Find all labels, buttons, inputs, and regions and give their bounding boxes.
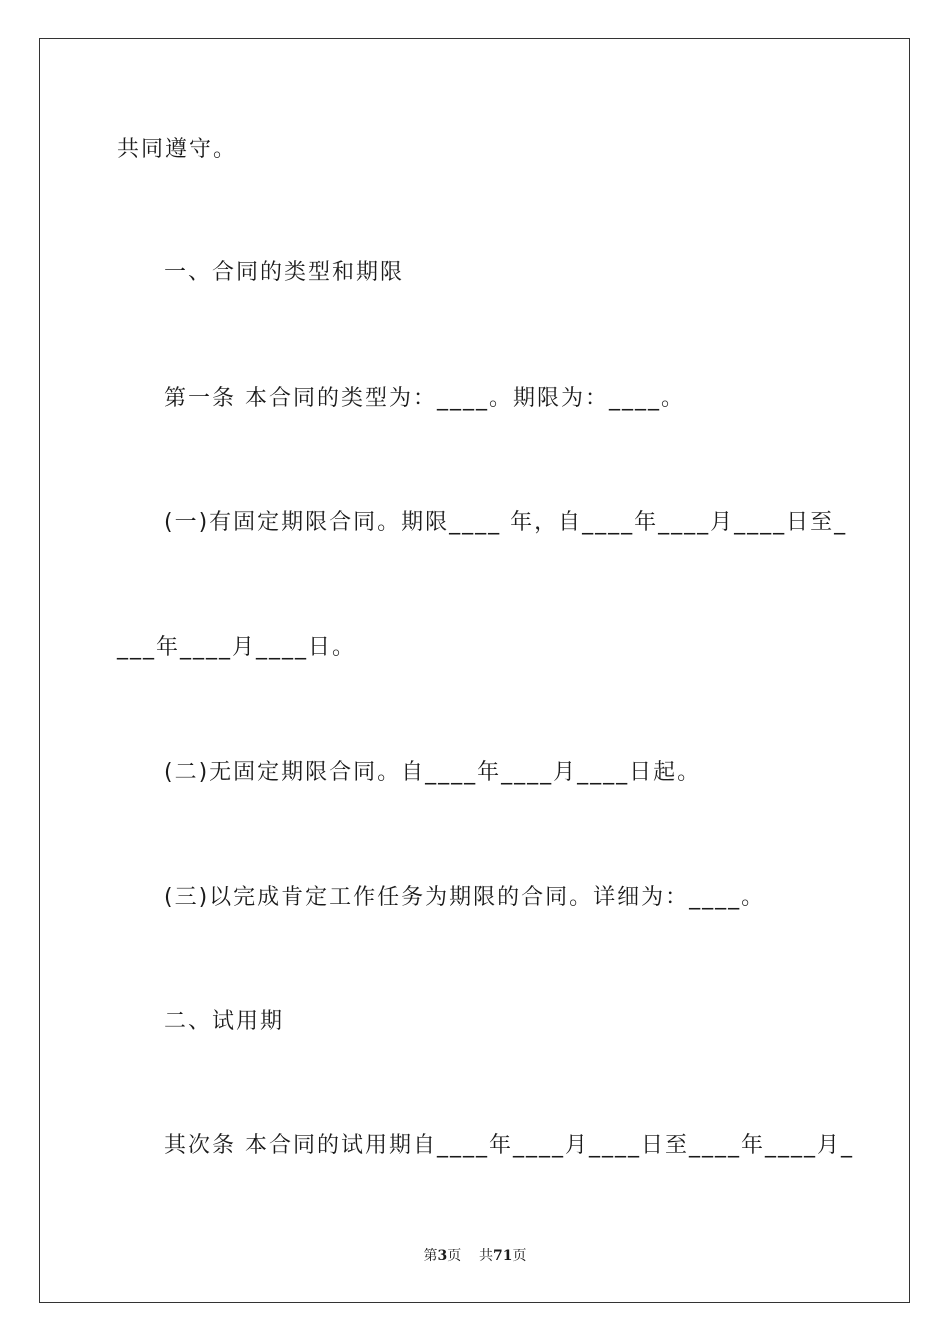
footer-page-suffix: 页 (447, 1248, 462, 1264)
section-heading-2: 二、试用期 (164, 1009, 285, 1034)
page-footer (0, 1246, 950, 1266)
footer-total-prefix: 共 (479, 1248, 494, 1264)
footer-total-suffix: 页 (512, 1248, 527, 1264)
section-heading-1: 一、合同的类型和期限 (164, 260, 405, 285)
page-border (39, 38, 910, 1303)
article-1: 第一条 本合同的类型为：____。期限为：____。 (164, 386, 685, 411)
footer-page-prefix: 第 (423, 1248, 438, 1264)
text-line-1: 共同遵守。 (117, 137, 238, 162)
clause-fixed-term: (一)有固定期限合同。期限____ 年，自____年____月____日至_ (164, 510, 848, 535)
footer-total-pages: 71 (493, 1248, 513, 1264)
article-2: 其次条 本合同的试用期自____年____月____日至____年____月_ (164, 1133, 854, 1158)
clause-fixed-term-continued: ___年____月____日。 (117, 635, 357, 660)
clause-task-term: (三)以完成肯定工作任务为期限的合同。详细为：____。 (164, 885, 766, 910)
clause-open-term: (二)无固定期限合同。自____年____月____日起。 (164, 760, 702, 785)
footer-page-number: 3 (437, 1248, 448, 1264)
